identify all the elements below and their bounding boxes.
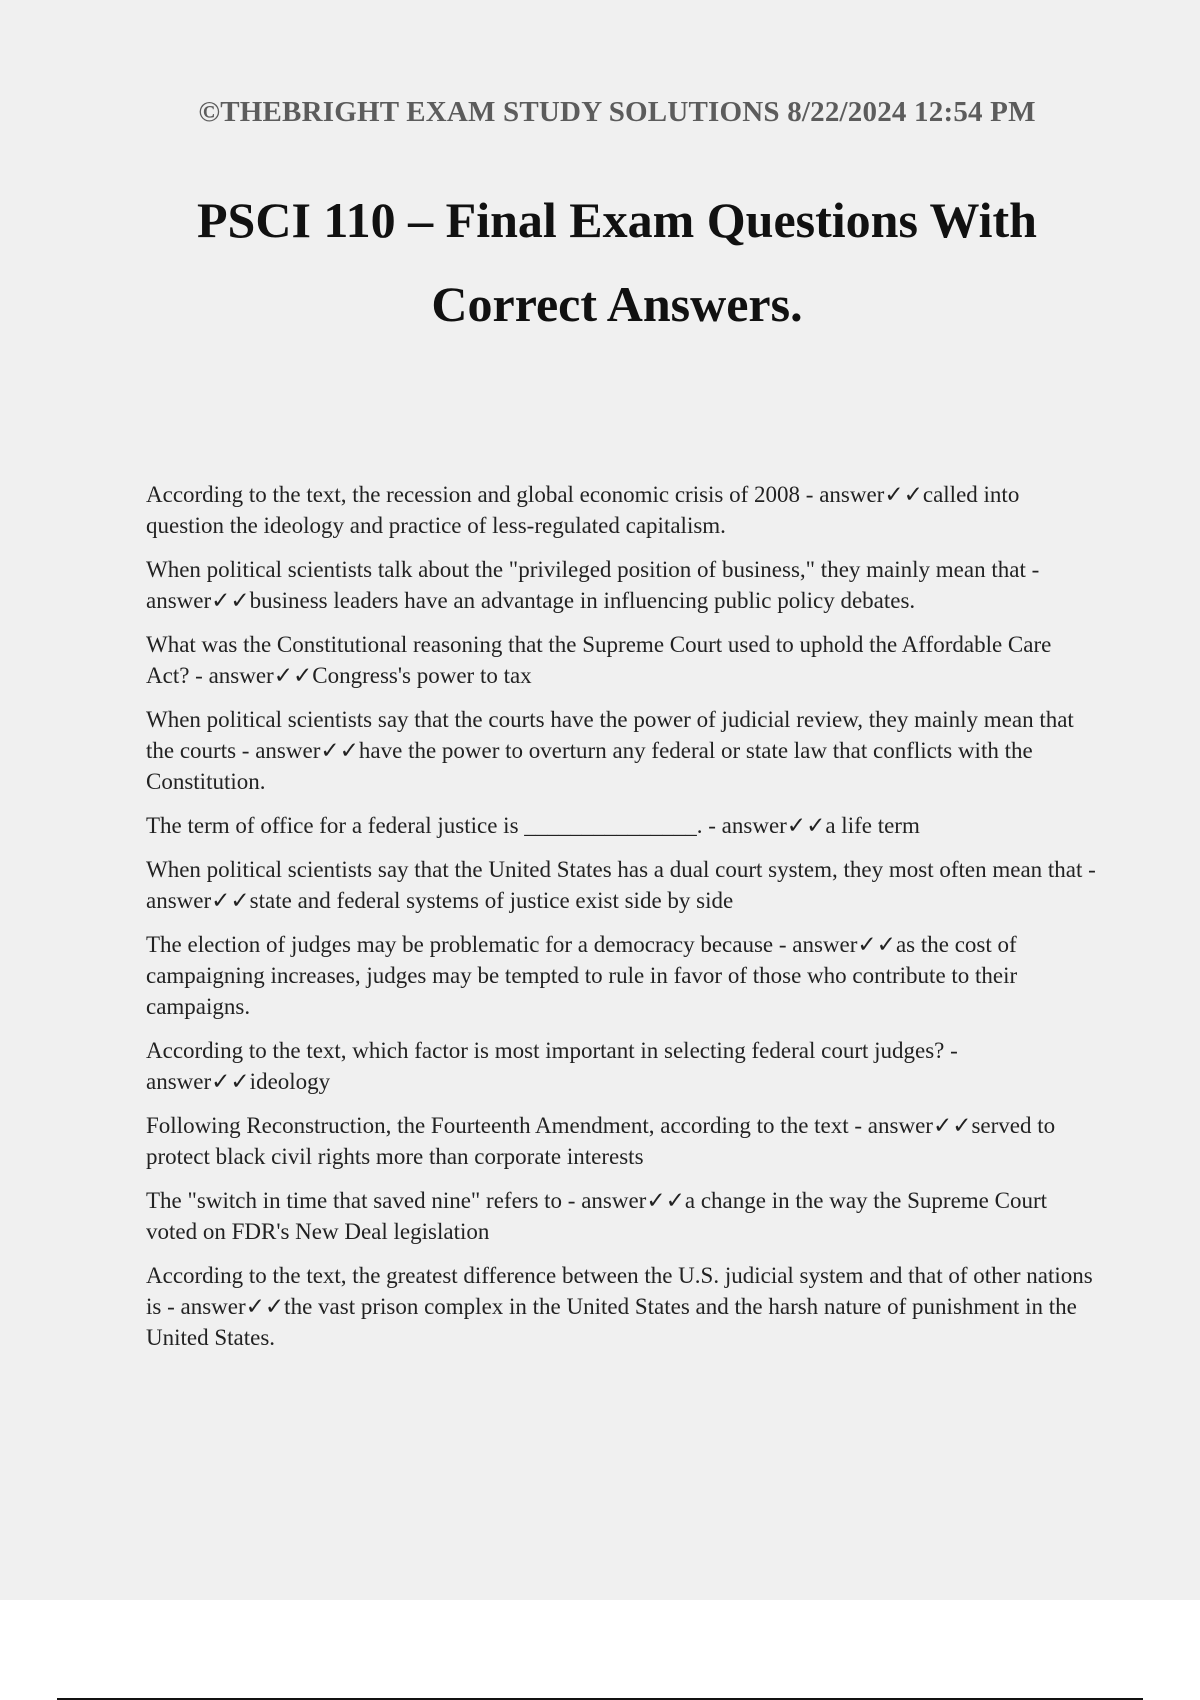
document-title	[0, 178, 1200, 346]
qa-item: The election of judges may be problematic for a democracy because - answer✓✓as the cost of campaigning increases, judges may be tempted to rule in favor of those who contribute to their campaigns.	[146, 932, 1018, 1019]
qa-item: Following Reconstruction, the Fourteenth Amendment, according to the text - answer✓✓served to protect black civil rights more than corporate interests	[146, 1113, 1056, 1169]
qa-item: When political scientists say that the United States has a dual court system, they most often mean that - answer✓✓state and federal systems of justice exist side by side	[146, 857, 1096, 913]
copyright-header: ©THEBRIGHT EXAM STUDY SOLUTIONS 8/22/2024 12:54 PM	[198, 96, 1036, 128]
qa-item: According to the text, the greatest difference between the U.S. judicial system and that of other nations is - answer✓✓the vast prison complex in the United States and the harsh nature of punishment in the United States.	[146, 1263, 1093, 1350]
qa-item: The "switch in time that saved nine" refers to - answer✓✓a change in the way the Supreme Court voted on FDR's New Deal legislation	[146, 1188, 1048, 1244]
title-line-2: Correct Answers.	[431, 276, 803, 332]
qa-item: What was the Constitutional reasoning that the Supreme Court used to uphold the Affordable Care Act? - answer✓✓Congress's power to tax	[146, 632, 1052, 688]
title-line-1: PSCI 110 – Final Exam Questions With	[197, 192, 1037, 248]
qa-item: According to the text, the recession and global economic crisis of 2008 - answer✓✓called into question the ideology and practice of less-regulated capitalism.	[146, 482, 1020, 538]
question-answer-list	[146, 479, 1096, 1366]
qa-item: The term of office for a federal justice is _______________. - answer✓✓a life term	[146, 813, 920, 838]
qa-item: When political scientists talk about the "privileged position of business," they mainly mean that - answer✓✓business leaders have an advantage in influencing public policy debates.	[146, 557, 1040, 613]
qa-item: When political scientists say that the courts have the power of judicial review, they mainly mean that the courts - answer✓✓have the power to overturn any federal or state law that conflicts with the Constitution.	[146, 707, 1074, 794]
qa-item: According to the text, which factor is most important in selecting federal court judges? - answer✓✓ideology	[146, 1038, 958, 1094]
